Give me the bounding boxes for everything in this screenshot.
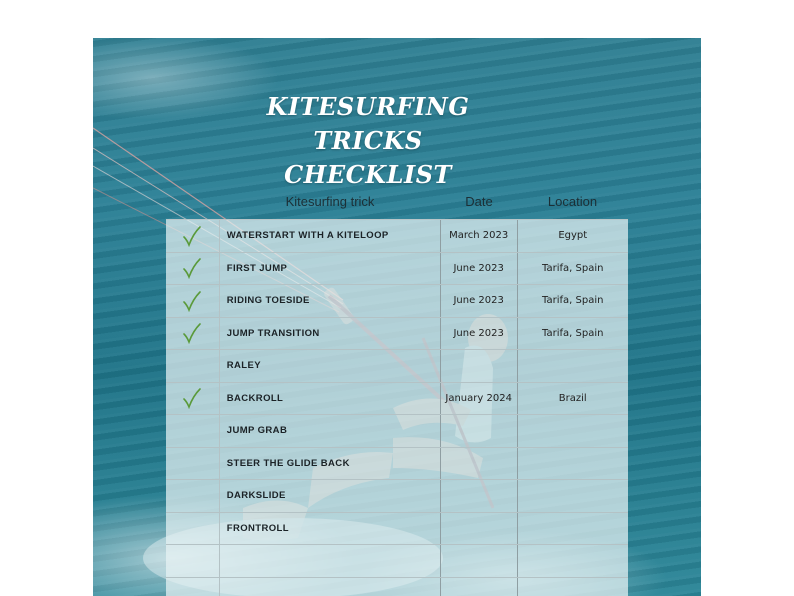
trick-location	[518, 415, 629, 447]
checkbox-cell[interactable]	[166, 578, 220, 596]
page-title	[213, 90, 523, 192]
trick-date: June 2023	[441, 318, 518, 350]
checkmark-icon	[182, 322, 202, 344]
trick-date	[441, 448, 518, 480]
trick-name	[220, 545, 441, 577]
trick-name: FIRST JUMP	[220, 253, 441, 285]
trick-name: JUMP TRANSITION	[220, 318, 441, 350]
table-row	[166, 415, 628, 448]
trick-name: JUMP GRAB	[220, 415, 441, 447]
checkbox-cell[interactable]	[166, 253, 220, 285]
trick-location: Egypt	[558, 230, 588, 242]
column-header-trick: Kitesurfing trick	[285, 194, 375, 209]
trick-location	[518, 545, 629, 577]
trick-name: RIDING TOESIDE	[220, 285, 441, 317]
trick-date: March 2023	[441, 220, 518, 252]
checkbox-cell[interactable]	[166, 415, 220, 447]
checkbox-cell[interactable]	[166, 545, 220, 577]
checkbox-cell[interactable]	[166, 350, 220, 382]
checkmark-icon	[182, 387, 202, 409]
trick-name: BACKROLL	[220, 383, 441, 415]
trick-location: Brazil	[558, 392, 587, 404]
table-row	[166, 318, 628, 351]
trick-date	[441, 480, 518, 512]
table-row	[166, 220, 628, 253]
table-row	[166, 513, 628, 546]
trick-date	[441, 415, 518, 447]
checklist-table	[166, 219, 628, 596]
trick-location: Tarifa, Spain	[542, 262, 604, 274]
trick-name: DARKSLIDE	[220, 480, 441, 512]
trick-location	[518, 350, 629, 382]
checkbox-cell[interactable]	[166, 448, 220, 480]
trick-name: FRONTROLL	[220, 513, 441, 545]
trick-location	[518, 513, 629, 545]
checkmark-icon	[182, 290, 202, 312]
table-row	[166, 545, 628, 578]
trick-date	[441, 578, 518, 596]
trick-location	[518, 448, 629, 480]
checkmark-icon	[182, 257, 202, 279]
trick-date: June 2023	[441, 285, 518, 317]
trick-date: June 2023	[441, 253, 518, 285]
title-line-1: KITESURFING TRICKS	[266, 92, 470, 155]
column-header-date: Date	[465, 194, 493, 209]
trick-name	[220, 578, 441, 596]
trick-date	[441, 350, 518, 382]
checkbox-cell[interactable]	[166, 513, 220, 545]
table-row	[166, 350, 628, 383]
trick-name: STEER THE GLIDE BACK	[220, 448, 441, 480]
checkbox-cell[interactable]	[166, 318, 220, 350]
checkbox-cell[interactable]	[166, 285, 220, 317]
trick-name: RALEY	[220, 350, 441, 382]
checkmark-icon	[182, 225, 202, 247]
trick-location	[518, 480, 629, 512]
checkbox-cell[interactable]	[166, 220, 220, 252]
table-row	[166, 578, 628, 596]
checkbox-cell[interactable]	[166, 383, 220, 415]
poster-background	[93, 38, 701, 596]
trick-name: WATERSTART WITH A KITELOOP	[220, 220, 441, 252]
table-row	[166, 253, 628, 286]
checkbox-cell[interactable]	[166, 480, 220, 512]
trick-location: Tarifa, Spain	[542, 327, 604, 339]
trick-location: Tarifa, Spain	[542, 295, 604, 307]
table-row	[166, 480, 628, 513]
column-header-location: Location	[547, 194, 598, 209]
trick-date: January 2024	[441, 383, 518, 415]
trick-date	[441, 513, 518, 545]
table-row	[166, 285, 628, 318]
title-line-2: CHECKLIST	[284, 160, 452, 189]
trick-date	[441, 545, 518, 577]
table-row	[166, 448, 628, 481]
trick-location	[518, 578, 629, 596]
table-row	[166, 383, 628, 416]
